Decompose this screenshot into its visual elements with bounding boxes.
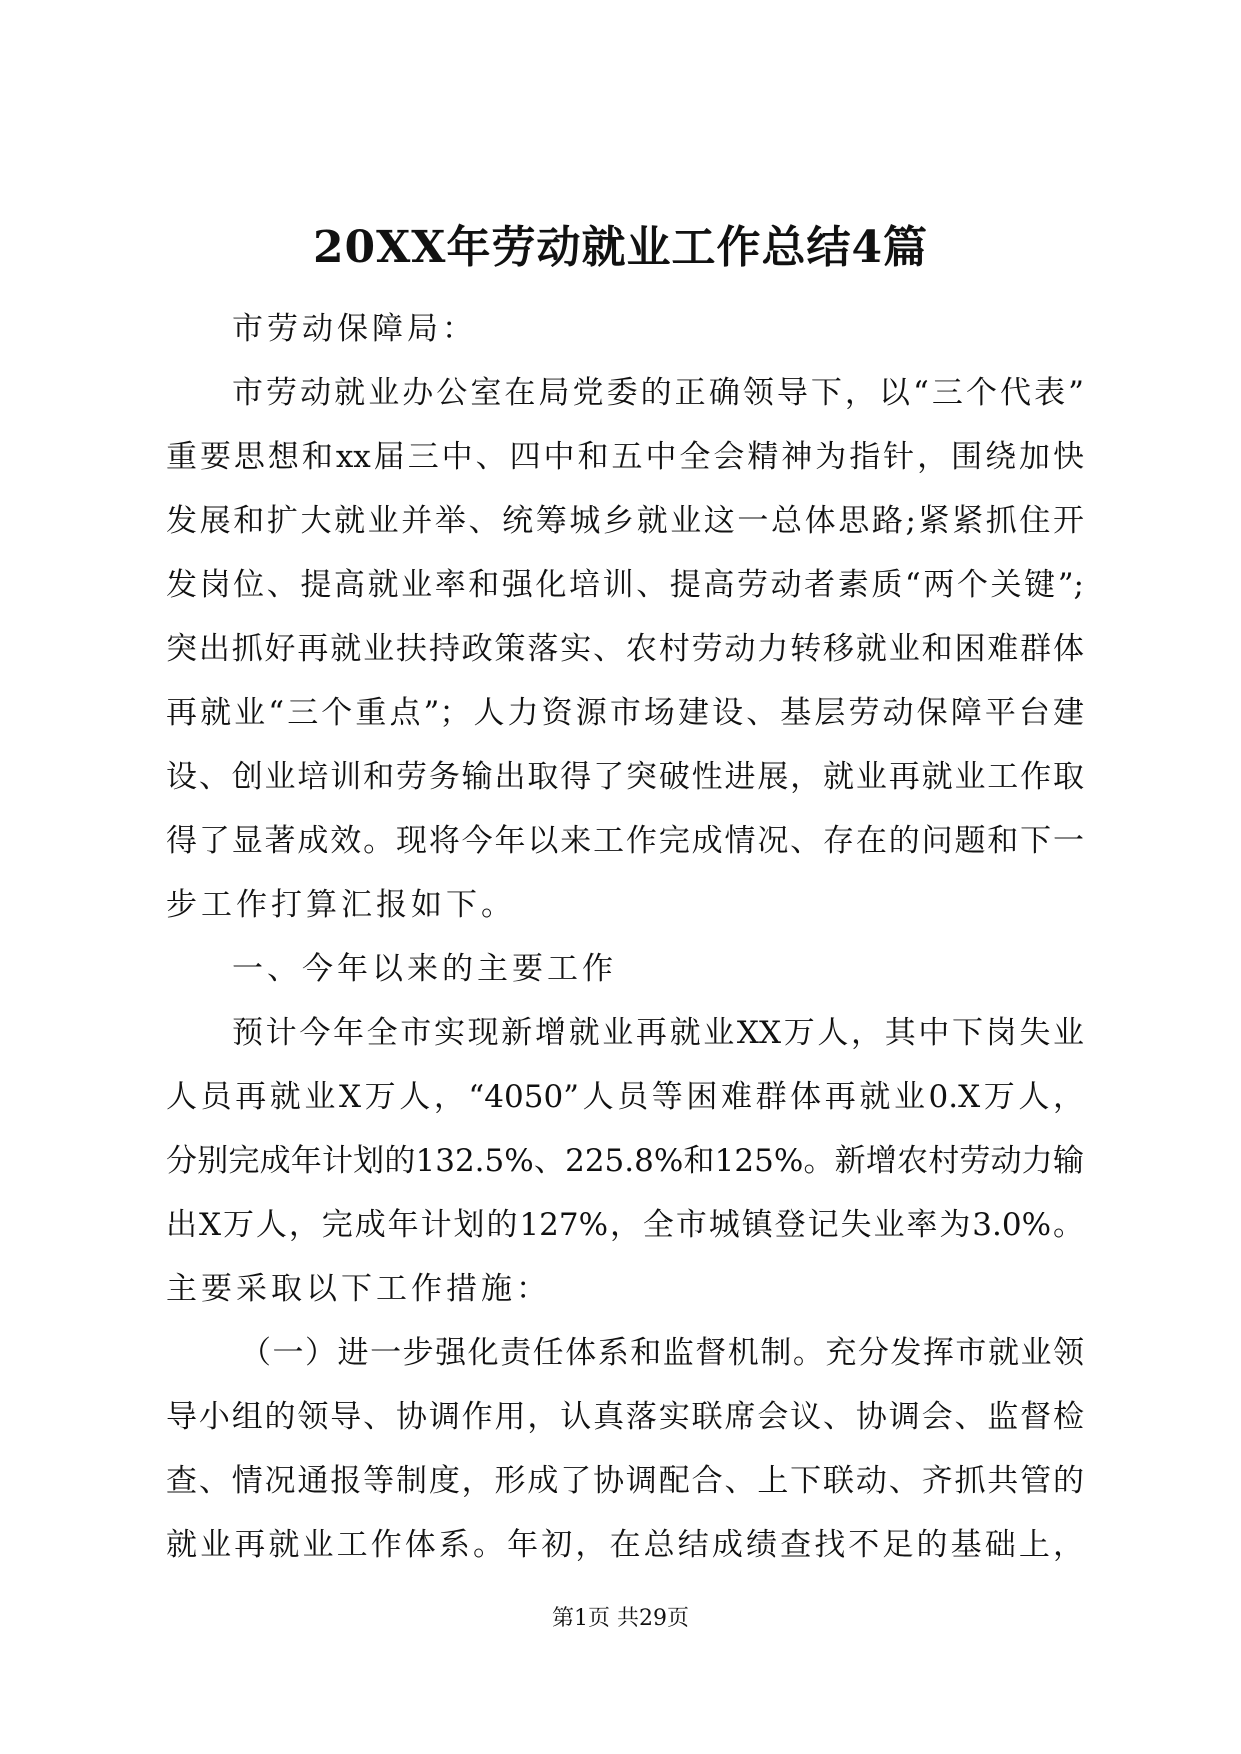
paragraph-line: 步工作打算汇报如下。 xyxy=(166,887,516,923)
page-number-footer: 第1页 共29页 xyxy=(552,1606,689,1631)
salutation-line: 市劳动保障局： xyxy=(232,311,477,347)
paragraph-line: 突出抓好再就业扶持政策落实、农村劳动力转移就业和困难群体 xyxy=(166,631,1084,667)
subsection-line: （一）进一步强化责任体系和监督机制。充分发挥市就业领 xyxy=(240,1335,1084,1371)
paragraph-line: 出X万人，完成年计划的127%，全市城镇登记失业率为3.0%。 xyxy=(166,1207,1084,1243)
paragraph-line: 人员再就业X万人，“4050”人员等困难群体再就业0.X万人， xyxy=(166,1079,1084,1115)
paragraph-line: 发岗位、提高就业率和强化培训、提高劳动者素质“两个关键”; xyxy=(166,567,1084,603)
document-title: 20XX年劳动就业工作总结4篇 xyxy=(312,222,929,273)
paragraph-line: 导小组的领导、协调作用，认真落实联席会议、协调会、监督检 xyxy=(166,1399,1084,1435)
paragraph-line: 再就业“三个重点”；人力资源市场建设、基层劳动保障平台建 xyxy=(166,695,1084,731)
paragraph-line: 设、创业培训和劳务输出取得了突破性进展，就业再就业工作取 xyxy=(166,759,1084,795)
paragraph-line: 得了显著成效。现将今年以来工作完成情况、存在的问题和下一 xyxy=(166,823,1084,859)
paragraph-line: 查、情况通报等制度，形成了协调配合、上下联动、齐抓共管的 xyxy=(166,1463,1084,1499)
paragraph-line: 重要思想和xx届三中、四中和五中全会精神为指针，围绕加快 xyxy=(166,439,1084,475)
paragraph-line: 主要采取以下工作措施： xyxy=(166,1271,551,1307)
paragraph-line: 发展和扩大就业并举、统筹城乡就业这一总体思路;紧紧抓住开 xyxy=(166,503,1084,539)
paragraph-line: 市劳动就业办公室在局党委的正确领导下，以“三个代表” xyxy=(232,375,1084,411)
paragraph-line: 分别完成年计划的132.5%、225.8%和125%。新增农村劳动力输 xyxy=(166,1143,1084,1179)
section-heading: 一、今年以来的主要工作 xyxy=(232,951,617,987)
paragraph-line: 就业再就业工作体系。年初，在总结成绩查找不足的基础上， xyxy=(166,1527,1084,1563)
paragraph-line: 预计今年全市实现新增就业再就业XX万人，其中下岗失业 xyxy=(232,1015,1084,1051)
document-body xyxy=(166,297,1084,1577)
